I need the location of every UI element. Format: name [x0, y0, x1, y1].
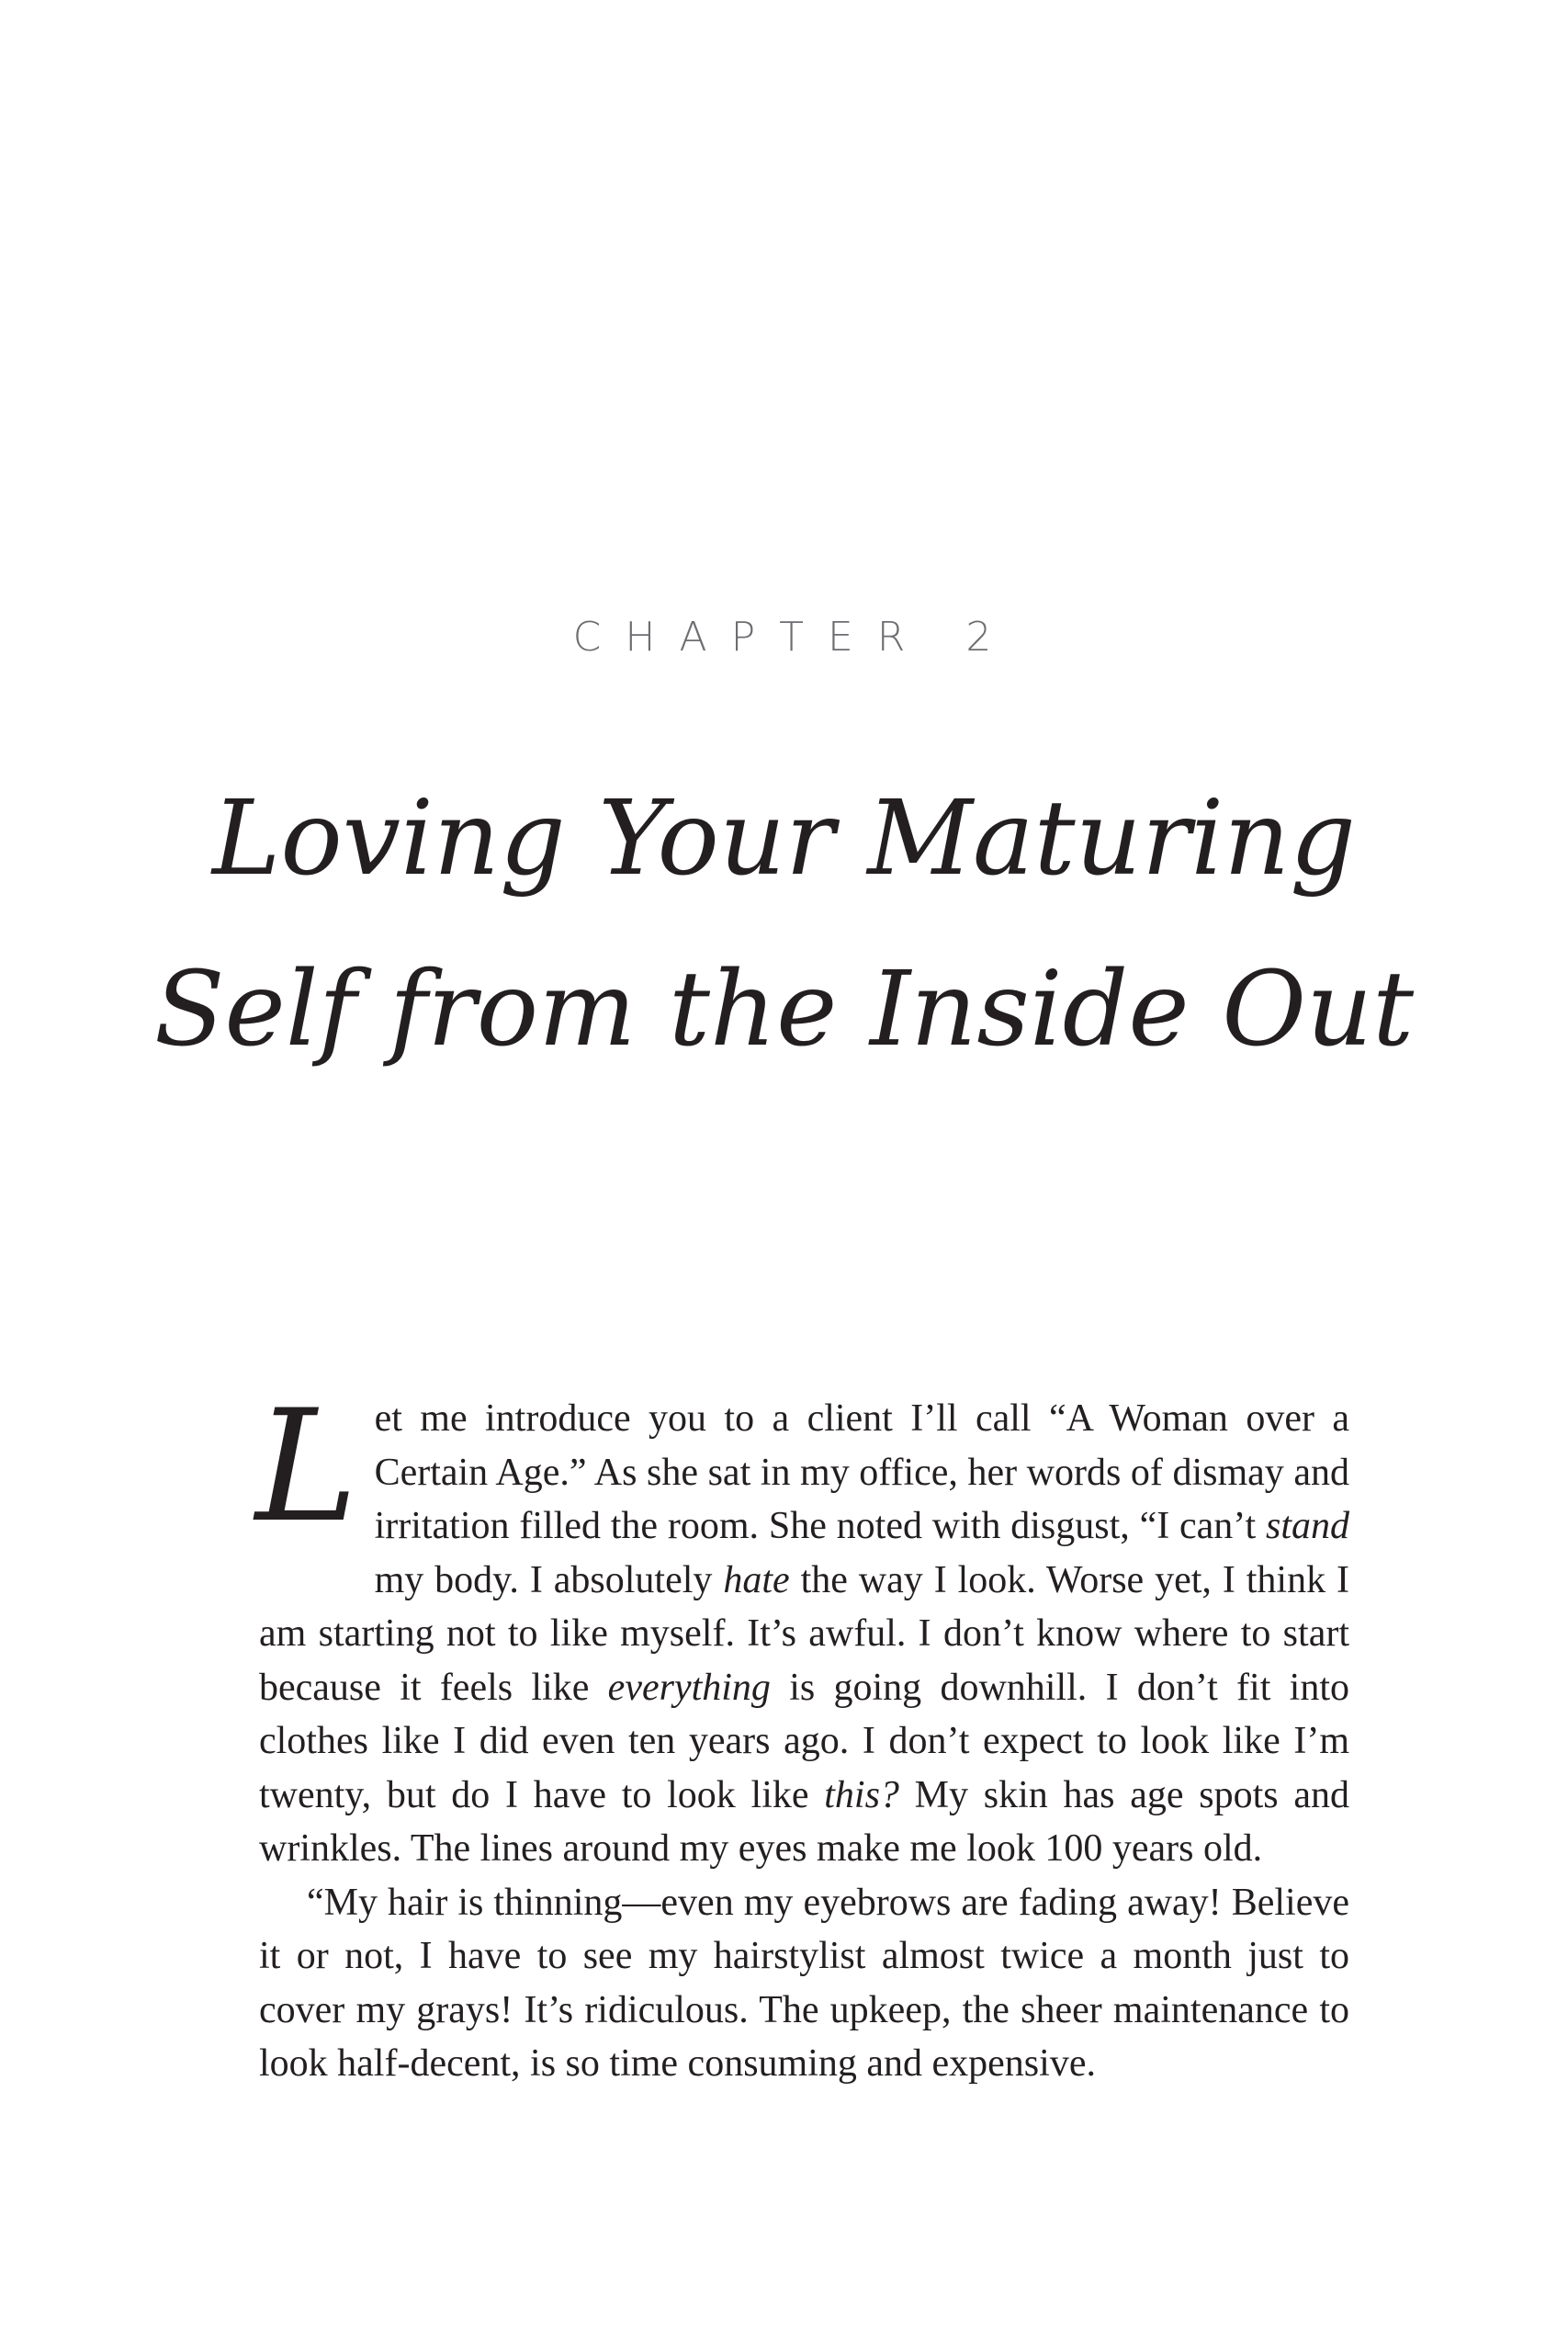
paragraph-2: “My hair is thinning—even my eyebrows are fading away! Believe it or not, I have to see my hairstylist almost twice a month just to cover my grays! It’s ridiculous. The upkeep, the sheer maintenance to look half-decent, is so time consuming and expensive.: [259, 1881, 1349, 2085]
paragraph-1-text-b: my body. I absolutely: [374, 1558, 724, 1601]
paragraph-1-text-e: My skin has age spots and wrinkles. The lines around my eyes make me look 100 years old.: [259, 1773, 1349, 1870]
drop-cap: L: [255, 1376, 358, 1556]
chapter-title-line-1: Loving Your Maturing: [211, 779, 1356, 899]
paragraph-1-text-a: et me introduce you to a client I’ll call “A Woman over a Certain Age.” As she sat in my office, her words of dismay and irritation filled the room. She noted with disgust, “I can’t: [374, 1397, 1349, 1547]
emphasis-this: this?: [824, 1773, 899, 1816]
emphasis-stand: stand: [1265, 1505, 1349, 1547]
paragraph-1-text-d: is going downhill. I don’t fit into clothes like I did even ten years ago. I don’t expect to look like I’m twenty, but do I have to look like: [259, 1666, 1349, 1816]
paragraph-1-text-c: the way I look. Worse yet, I think I am starting not to like myself. It’s awful. I don’t know where to start because it feels like: [259, 1558, 1350, 1709]
paragraph-1: [255, 1376, 1350, 1876]
chapter-title-line-2: Self from the Inside Out: [153, 950, 1415, 1069]
chapter-body: [255, 1376, 1350, 2091]
chapter-title: [0, 753, 1568, 1095]
emphasis-hate: hate: [723, 1558, 790, 1601]
emphasis-everything: everything: [607, 1666, 771, 1709]
chapter-label: CHAPTER 2: [572, 614, 1016, 661]
